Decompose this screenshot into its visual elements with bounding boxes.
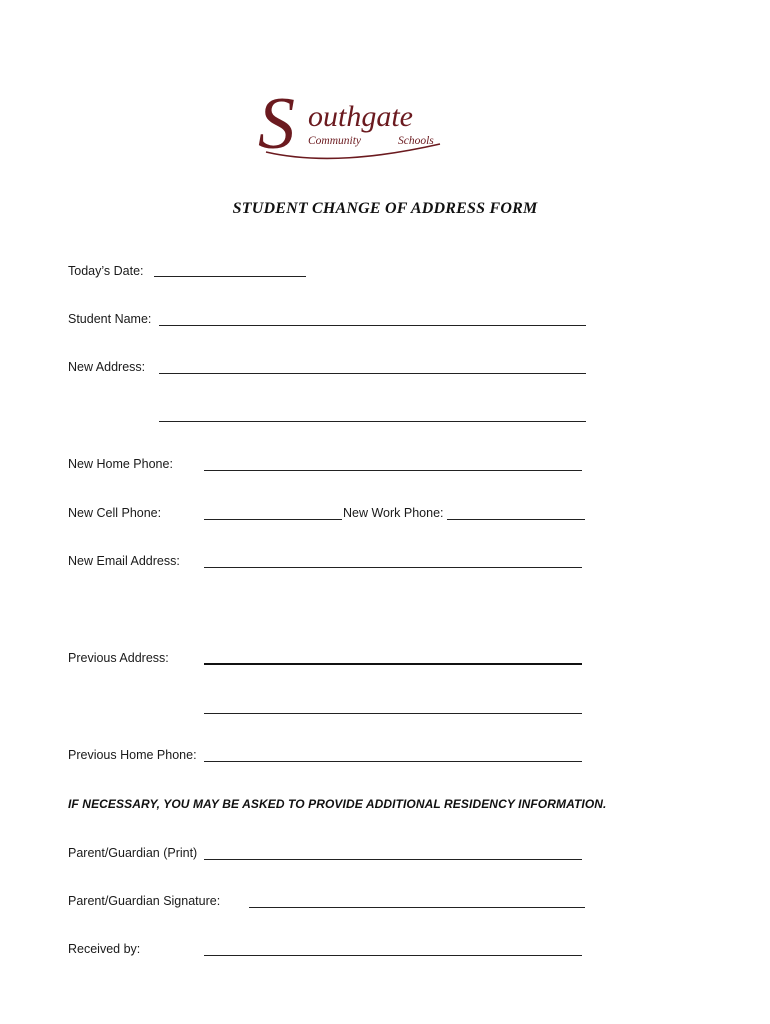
logo-community: Community <box>308 135 362 147</box>
new-cell-phone-label: New Cell Phone: <box>68 506 162 520</box>
received-by-label: Received by: <box>68 942 141 956</box>
previous-home-phone-label: Previous Home Phone: <box>68 748 197 762</box>
parent-signature-label: Parent/Guardian Signature: <box>68 894 221 908</box>
new-address-label: New Address: <box>68 360 146 374</box>
parent-print-line[interactable] <box>204 859 582 860</box>
southgate-logo <box>258 86 444 164</box>
new-address-line-1[interactable] <box>159 373 586 374</box>
new-work-phone-line[interactable] <box>447 519 585 520</box>
residency-notice: IF NECESSARY, YOU MAY BE ASKED TO PROVIDE ADDITIONAL RESIDENCY INFORMATION. <box>68 797 607 811</box>
student-name-line[interactable] <box>159 325 586 326</box>
new-email-line[interactable] <box>204 567 582 568</box>
new-email-label: New Email Address: <box>68 554 180 568</box>
southgate-logo-mark <box>258 86 444 164</box>
parent-print-label: Parent/Guardian (Print) <box>68 846 198 860</box>
todays-date-label: Today’s Date: <box>68 264 144 278</box>
student-name-label: Student Name: <box>68 312 152 326</box>
new-home-phone-line[interactable] <box>204 470 582 471</box>
new-home-phone-label: New Home Phone: <box>68 457 173 471</box>
new-work-phone-label: New Work Phone: <box>343 506 444 520</box>
logo-initial: S <box>258 86 295 164</box>
new-cell-phone-line[interactable] <box>204 519 342 520</box>
previous-address-line-1[interactable] <box>204 663 582 665</box>
previous-home-phone-line[interactable] <box>204 761 582 762</box>
logo-wordmark: outhgate <box>308 100 413 133</box>
parent-signature-line[interactable] <box>249 907 585 908</box>
logo-schools: Schools <box>398 135 434 147</box>
previous-address-label: Previous Address: <box>68 651 169 665</box>
form-title: STUDENT CHANGE OF ADDRESS FORM <box>232 200 538 217</box>
previous-address-line-2[interactable] <box>204 713 582 714</box>
todays-date-line[interactable] <box>154 276 306 277</box>
received-by-line[interactable] <box>204 955 582 956</box>
new-address-line-2[interactable] <box>159 421 586 422</box>
